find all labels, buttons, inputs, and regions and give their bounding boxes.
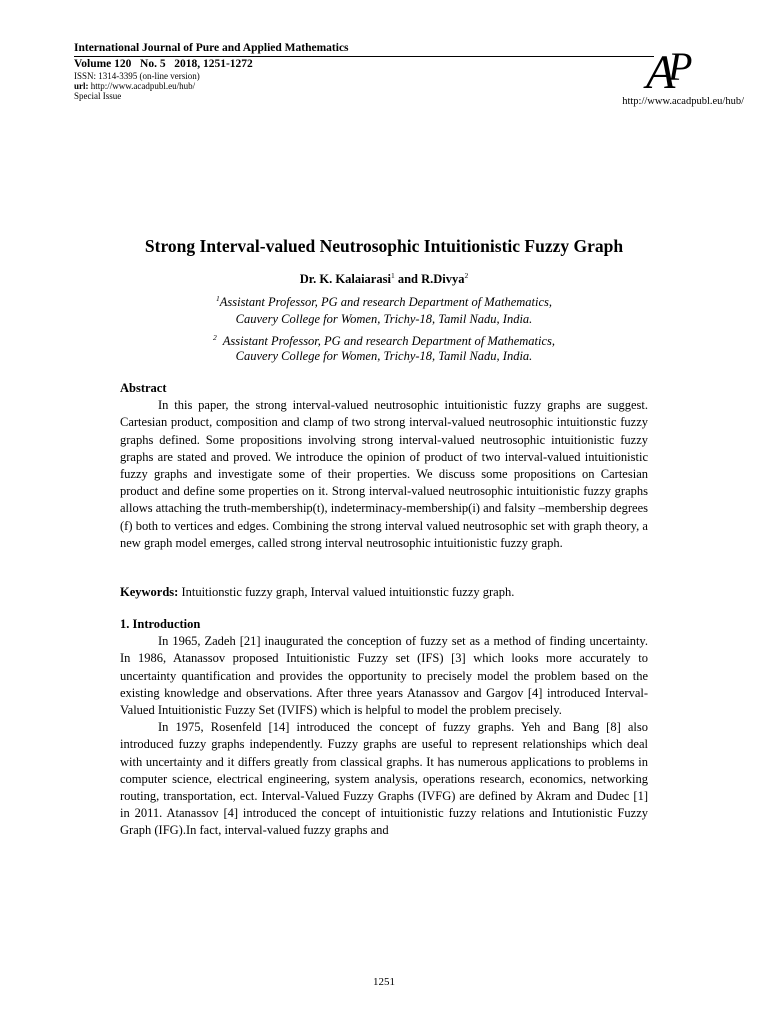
header-right-url: http://www.acadpubl.eu/hub/: [622, 96, 744, 107]
special-issue: Special Issue: [74, 91, 122, 101]
affiliation-2-sup: 2: [212, 333, 217, 342]
issn: ISSN: 1314-3395 (on-line version): [74, 71, 200, 81]
affiliation-2-line-1: $^2$ Assistant Professor, PG and research Department of Mathematics,: [212, 333, 556, 349]
introduction-section: [120, 616, 648, 840]
publisher-logo: [638, 40, 708, 102]
introduction-heading: 1. Introduction: [120, 617, 201, 631]
url-line: [74, 81, 654, 91]
author-2-sup: 2: [464, 271, 469, 280]
journal-name: International Journal of Pure and Applied Mathematics: [74, 42, 349, 54]
header-rule: [74, 56, 654, 57]
affiliation-2-line-2: Cauvery College for Women, Trichy-18, Tamil Nadu, India.: [235, 349, 533, 363]
introduction-paragraph-1: In 1965, Zadeh [21] inaugurated the conception of fuzzy set as a method of finding uncertainty. In 1986, Atanassov proposed Intuitionistic Fuzzy set (IFS) [3] which looks more accurately to uncertainty quantification and provides the opportunity to precisely model the problem based on the existing knowledge and observations. After three years Atanassov and Gargov [4] introduced Interval-Valued Intuitionistic Fuzzy Set (IVIFS) which is helpful to model the problem precisely.: [120, 634, 648, 718]
svg-text:P: P: [668, 44, 693, 89]
author-2: and R.Divya: [397, 272, 465, 287]
author-1: Dr. K. Kalaiarasi: [299, 272, 391, 287]
keywords: [120, 584, 648, 601]
volume-line: Volume 120 No. 5 2018, 1251-1272: [74, 58, 253, 70]
abstract-body: In this paper, the strong interval-valued neutrosophic intuitionistic fuzzy graphs are suggest. Cartesian product, composition and clamp of two strong interval-valued neutrosophic intuitionstic fuzzy graphs defined. Some propositions involving strong interval-valued neutrosophic intuitionistic fuzzy graphs are stated and proved. We introduce the opinion of product of two interval-valued intuitionistic fuzzy graphs and investigate some of their properties. We discuss some propositions on Cartesian product and define some properties on it. Strong interval-valued neutrosophic intuitionistic fuzzy graphs allows attaching the truth-membership(t), indeterminacy-membership(i) and falsity –membership degrees (f) both to vertices and edges. Combining the strong interval valued neutrosophic set with graph theory, a new graph model emerges, called strong interval neutrosophic intuitionistic fuzzy graph.: [120, 398, 648, 550]
authors: [0, 271, 768, 287]
affiliation-1-sup: 1: [215, 294, 220, 303]
affiliation-1-line-2: Cauvery College for Women, Trichy-18, Tamil Nadu, India.: [235, 312, 533, 326]
url-label: url:: [74, 81, 89, 91]
keywords-label: Keywords:: [120, 585, 179, 599]
author-1-sup: 1: [390, 271, 395, 280]
svg-text:A: A: [646, 46, 676, 99]
introduction-paragraph-2: In 1975, Rosenfeld [14] introduced the concept of fuzzy graphs. Yeh and Bang [8] also introduced fuzzy graphs independently. Fuzzy graphs are useful to represent relationships which deal with uncertainty and it differs greatly from classical graphs. It has numerous applications to problems in computer science, electrical engineering, system analysis, operations research, economics, networking routing, transportation, ect. Interval-Valued Fuzzy Graphs (IVFG) are defined by Akram and Dudec [1] in 2011. Atanassov [4] introduced the concept of intuitionistic fuzzy relations and Intutionistic Fuzzy Graph (IFG).In fact, interval-valued fuzzy graphs and: [120, 720, 648, 838]
abstract-section: [120, 380, 648, 552]
url-text: http://www.acadpubl.eu/hub/: [90, 81, 196, 91]
journal-header: [74, 42, 654, 101]
abstract-heading: Abstract: [120, 381, 167, 395]
keywords-text: Intuitionstic fuzzy graph, Interval valued intuitionstic fuzzy graph.: [181, 585, 515, 599]
paper-title: Strong Interval-valued Neutrosophic Intuitionistic Fuzzy Graph: [144, 236, 624, 256]
affiliation-1-line-1: $^1$Assistant Professor, PG and research Department of Mathematics,: [215, 294, 552, 310]
page-number: 1251: [373, 976, 395, 988]
